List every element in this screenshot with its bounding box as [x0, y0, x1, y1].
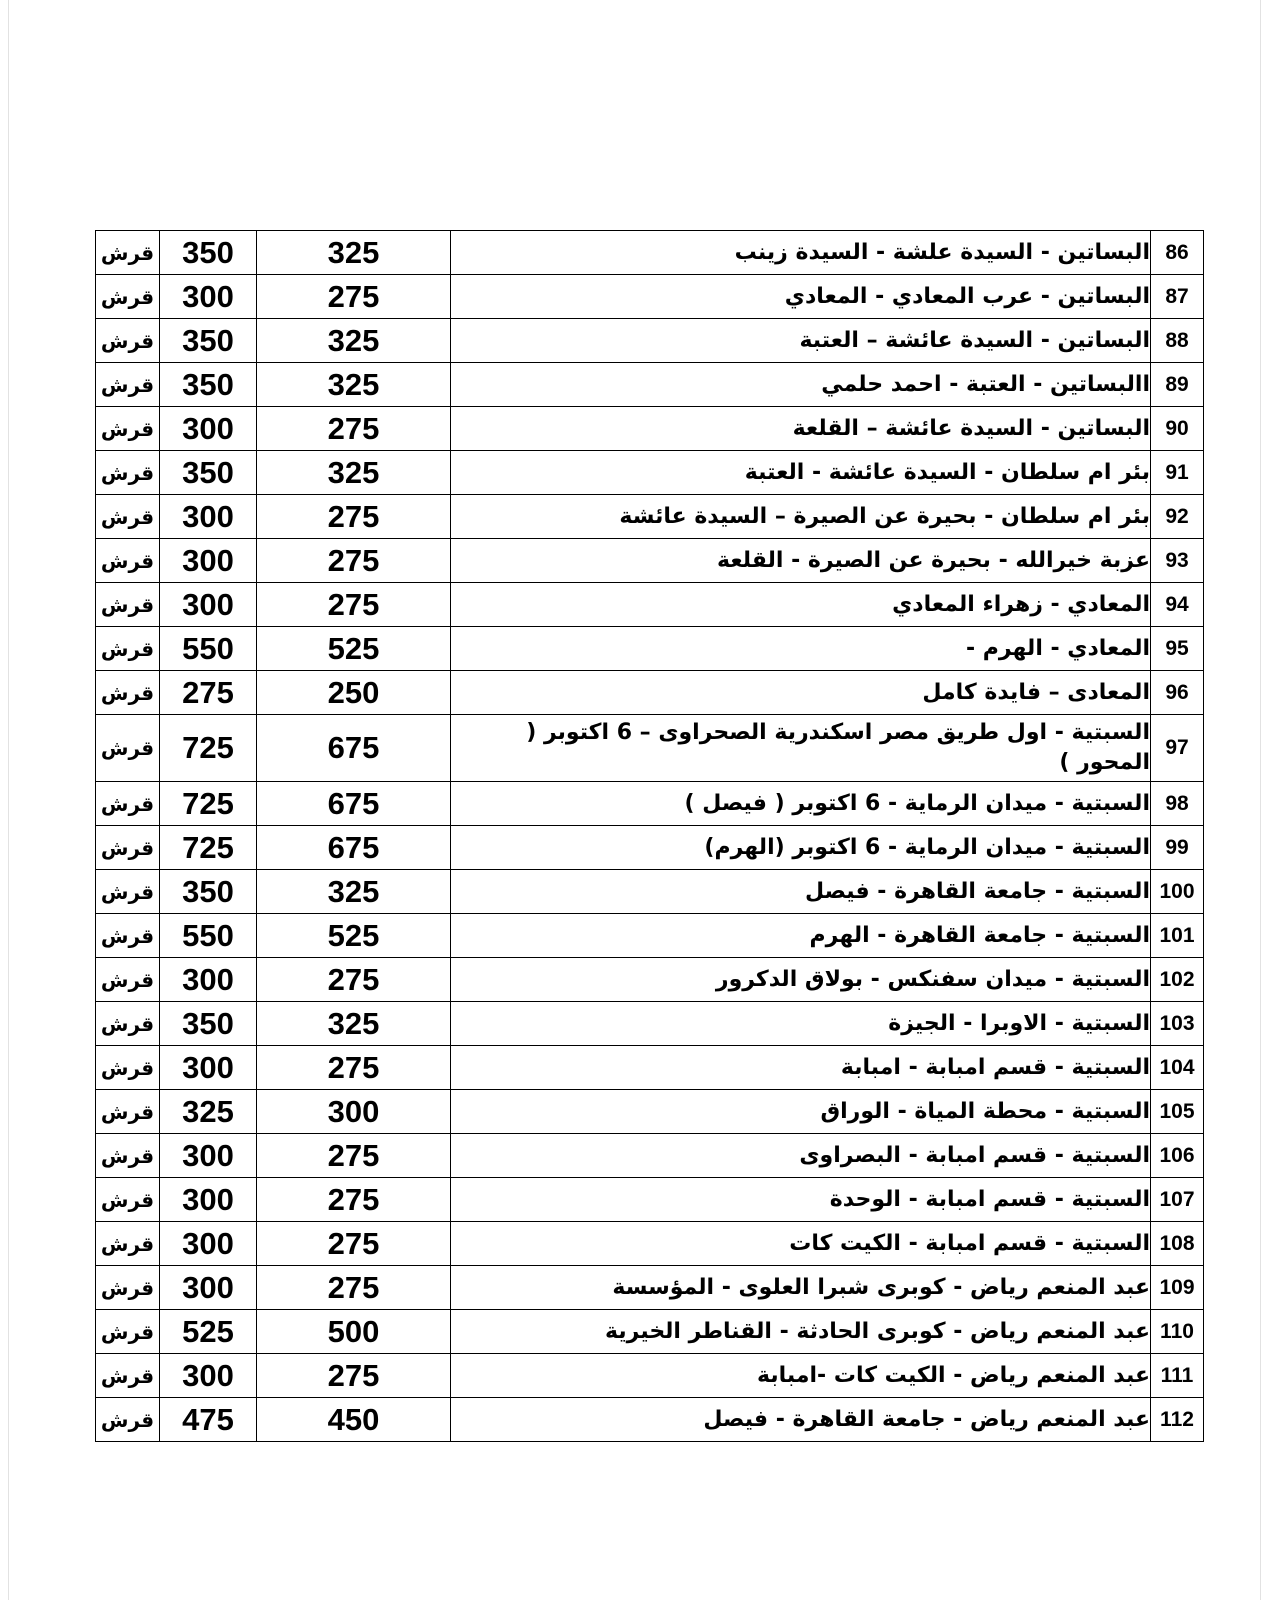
table-row	[96, 870, 1204, 914]
table-row	[96, 826, 1204, 870]
route-cell: المعادي - الهرم -	[451, 627, 1151, 671]
route-cell: السبتية - جامعة القاهرة - فيصل	[451, 870, 1151, 914]
currency-unit-cell: قرش	[96, 1046, 160, 1090]
currency-unit-cell: قرش	[96, 627, 160, 671]
currency-unit-cell: قرش	[96, 870, 160, 914]
old-fare-cell: 525	[257, 627, 451, 671]
line-number-cell: 109	[1151, 1266, 1204, 1310]
old-fare-cell: 275	[257, 1178, 451, 1222]
currency-unit-cell: قرش	[96, 671, 160, 715]
line-number-cell: 110	[1151, 1310, 1204, 1354]
old-fare-cell: 300	[257, 1090, 451, 1134]
currency-unit-cell: قرش	[96, 1178, 160, 1222]
line-number-cell: 106	[1151, 1134, 1204, 1178]
old-fare-cell: 275	[257, 1222, 451, 1266]
new-fare-cell: 300	[160, 958, 257, 1002]
new-fare-cell: 325	[160, 1090, 257, 1134]
old-fare-cell: 275	[257, 1266, 451, 1310]
route-cell: البساتين - السيدة علشة - السيدة زينب	[451, 231, 1151, 275]
route-cell: السبتية - ميدان الرماية - 6 اكتوبر ( فيصل )	[451, 782, 1151, 826]
new-fare-cell: 300	[160, 583, 257, 627]
currency-unit-cell: قرش	[96, 782, 160, 826]
table-row	[96, 1090, 1204, 1134]
new-fare-cell: 300	[160, 1354, 257, 1398]
line-number-cell: 94	[1151, 583, 1204, 627]
currency-unit-cell: قرش	[96, 319, 160, 363]
currency-unit-cell: قرش	[96, 1222, 160, 1266]
old-fare-cell: 275	[257, 958, 451, 1002]
table-row	[96, 1134, 1204, 1178]
route-cell: السبتية - ميدان الرماية - 6 اكتوبر (الهرم)	[451, 826, 1151, 870]
route-cell: عبد المنعم رياض - كوبرى شبرا العلوى - المؤسسة	[451, 1266, 1151, 1310]
table-row	[96, 1222, 1204, 1266]
route-cell: البساتين - السيدة عائشة – القلعة	[451, 407, 1151, 451]
currency-unit-cell: قرش	[96, 583, 160, 627]
table-row	[96, 1002, 1204, 1046]
new-fare-cell: 550	[160, 627, 257, 671]
currency-unit-cell: قرش	[96, 231, 160, 275]
table-row	[96, 958, 1204, 1002]
route-cell: السبتية - الاوبرا - الجيزة	[451, 1002, 1151, 1046]
route-cell: البساتين - عرب المعادي - المعادي	[451, 275, 1151, 319]
line-number-cell: 103	[1151, 1002, 1204, 1046]
old-fare-cell: 325	[257, 1002, 451, 1046]
route-cell: السبتية - قسم امبابة - الوحدة	[451, 1178, 1151, 1222]
table-row	[96, 407, 1204, 451]
currency-unit-cell: قرش	[96, 958, 160, 1002]
route-cell: السبتية - اول طريق مصر اسكندرية الصحراوى – 6 اكتوبر ( المحور )	[451, 715, 1151, 782]
new-fare-cell: 725	[160, 715, 257, 782]
old-fare-cell: 325	[257, 231, 451, 275]
table-row	[96, 782, 1204, 826]
new-fare-cell: 300	[160, 1178, 257, 1222]
currency-unit-cell: قرش	[96, 1002, 160, 1046]
new-fare-cell: 300	[160, 1266, 257, 1310]
line-number-cell: 92	[1151, 495, 1204, 539]
currency-unit-cell: قرش	[96, 363, 160, 407]
old-fare-cell: 275	[257, 1134, 451, 1178]
page-edge-left	[8, 0, 9, 1600]
table-row	[96, 319, 1204, 363]
old-fare-cell: 525	[257, 914, 451, 958]
old-fare-cell: 275	[257, 583, 451, 627]
old-fare-cell: 325	[257, 870, 451, 914]
currency-unit-cell: قرش	[96, 1090, 160, 1134]
new-fare-cell: 350	[160, 363, 257, 407]
currency-unit-cell: قرش	[96, 451, 160, 495]
currency-unit-cell: قرش	[96, 407, 160, 451]
line-number-cell: 95	[1151, 627, 1204, 671]
new-fare-cell: 725	[160, 826, 257, 870]
old-fare-cell: 450	[257, 1398, 451, 1442]
line-number-cell: 101	[1151, 914, 1204, 958]
line-number-cell: 105	[1151, 1090, 1204, 1134]
table-row	[96, 627, 1204, 671]
old-fare-cell: 275	[257, 1046, 451, 1090]
line-number-cell: 107	[1151, 1178, 1204, 1222]
line-number-cell: 108	[1151, 1222, 1204, 1266]
currency-unit-cell: قرش	[96, 1134, 160, 1178]
fare-table	[95, 230, 1204, 1442]
table-row	[96, 1046, 1204, 1090]
currency-unit-cell: قرش	[96, 1398, 160, 1442]
new-fare-cell: 525	[160, 1310, 257, 1354]
currency-unit-cell: قرش	[96, 826, 160, 870]
old-fare-cell: 275	[257, 407, 451, 451]
old-fare-cell: 500	[257, 1310, 451, 1354]
currency-unit-cell: قرش	[96, 1354, 160, 1398]
old-fare-cell: 275	[257, 495, 451, 539]
currency-unit-cell: قرش	[96, 1266, 160, 1310]
line-number-cell: 88	[1151, 319, 1204, 363]
new-fare-cell: 350	[160, 870, 257, 914]
new-fare-cell: 300	[160, 495, 257, 539]
route-cell: عزبة خيرالله - بحيرة عن الصيرة - القلعة	[451, 539, 1151, 583]
fare-table-body	[96, 231, 1204, 1442]
currency-unit-cell: قرش	[96, 495, 160, 539]
table-row	[96, 671, 1204, 715]
route-cell: بئر ام سلطان - السيدة عائشة - العتبة	[451, 451, 1151, 495]
old-fare-cell: 275	[257, 1354, 451, 1398]
table-row	[96, 583, 1204, 627]
line-number-cell: 99	[1151, 826, 1204, 870]
table-row	[96, 275, 1204, 319]
old-fare-cell: 325	[257, 363, 451, 407]
old-fare-cell: 325	[257, 319, 451, 363]
table-row	[96, 539, 1204, 583]
page-edge-right	[1260, 0, 1261, 1600]
new-fare-cell: 350	[160, 231, 257, 275]
currency-unit-cell: قرش	[96, 1310, 160, 1354]
route-cell: عبد المنعم رياض - كوبرى الحادثة - القناطر الخيرية	[451, 1310, 1151, 1354]
new-fare-cell: 275	[160, 671, 257, 715]
route-cell: البساتين - السيدة عائشة – العتبة	[451, 319, 1151, 363]
new-fare-cell: 550	[160, 914, 257, 958]
route-cell: السبتية - جامعة القاهرة - الهرم	[451, 914, 1151, 958]
new-fare-cell: 725	[160, 782, 257, 826]
table-row	[96, 715, 1204, 782]
new-fare-cell: 300	[160, 539, 257, 583]
line-number-cell: 90	[1151, 407, 1204, 451]
old-fare-cell: 275	[257, 275, 451, 319]
old-fare-cell: 325	[257, 451, 451, 495]
route-cell: بئر ام سلطان - بحيرة عن الصيرة – السيدة عائشة	[451, 495, 1151, 539]
table-row	[96, 1354, 1204, 1398]
route-cell: عبد المنعم رياض - جامعة القاهرة - فيصل	[451, 1398, 1151, 1442]
route-cell: المعادي - زهراء المعادي	[451, 583, 1151, 627]
line-number-cell: 87	[1151, 275, 1204, 319]
new-fare-cell: 350	[160, 319, 257, 363]
currency-unit-cell: قرش	[96, 715, 160, 782]
new-fare-cell: 475	[160, 1398, 257, 1442]
new-fare-cell: 300	[160, 407, 257, 451]
route-cell: السبتية - ميدان سفنكس - بولاق الدكرور	[451, 958, 1151, 1002]
new-fare-cell: 300	[160, 1222, 257, 1266]
route-cell: السبتية - قسم امبابة - امبابة	[451, 1046, 1151, 1090]
new-fare-cell: 350	[160, 1002, 257, 1046]
line-number-cell: 96	[1151, 671, 1204, 715]
line-number-cell: 100	[1151, 870, 1204, 914]
old-fare-cell: 675	[257, 826, 451, 870]
line-number-cell: 104	[1151, 1046, 1204, 1090]
line-number-cell: 93	[1151, 539, 1204, 583]
new-fare-cell: 300	[160, 1134, 257, 1178]
line-number-cell: 89	[1151, 363, 1204, 407]
table-row	[96, 1178, 1204, 1222]
route-cell: االبساتين - العتبة - احمد حلمي	[451, 363, 1151, 407]
line-number-cell: 97	[1151, 715, 1204, 782]
table-row	[96, 1266, 1204, 1310]
line-number-cell: 102	[1151, 958, 1204, 1002]
table-row	[96, 914, 1204, 958]
route-cell: السبتية - قسم امبابة - البصراوى	[451, 1134, 1151, 1178]
table-row	[96, 451, 1204, 495]
line-number-cell: 86	[1151, 231, 1204, 275]
route-cell: السبتية - محطة المياة - الوراق	[451, 1090, 1151, 1134]
line-number-cell: 111	[1151, 1354, 1204, 1398]
line-number-cell: 91	[1151, 451, 1204, 495]
new-fare-cell: 350	[160, 451, 257, 495]
table-row	[96, 495, 1204, 539]
currency-unit-cell: قرش	[96, 275, 160, 319]
route-cell: المعادى – فايدة كامل	[451, 671, 1151, 715]
route-cell: السبتية - قسم امبابة - الكيت كات	[451, 1222, 1151, 1266]
route-cell: عبد المنعم رياض - الكيت كات -امبابة	[451, 1354, 1151, 1398]
line-number-cell: 112	[1151, 1398, 1204, 1442]
currency-unit-cell: قرش	[96, 914, 160, 958]
old-fare-cell: 675	[257, 782, 451, 826]
table-row	[96, 363, 1204, 407]
old-fare-cell: 250	[257, 671, 451, 715]
old-fare-cell: 275	[257, 539, 451, 583]
line-number-cell: 98	[1151, 782, 1204, 826]
table-row	[96, 1310, 1204, 1354]
old-fare-cell: 675	[257, 715, 451, 782]
table-row	[96, 1398, 1204, 1442]
new-fare-cell: 300	[160, 1046, 257, 1090]
table-row	[96, 231, 1204, 275]
currency-unit-cell: قرش	[96, 539, 160, 583]
new-fare-cell: 300	[160, 275, 257, 319]
